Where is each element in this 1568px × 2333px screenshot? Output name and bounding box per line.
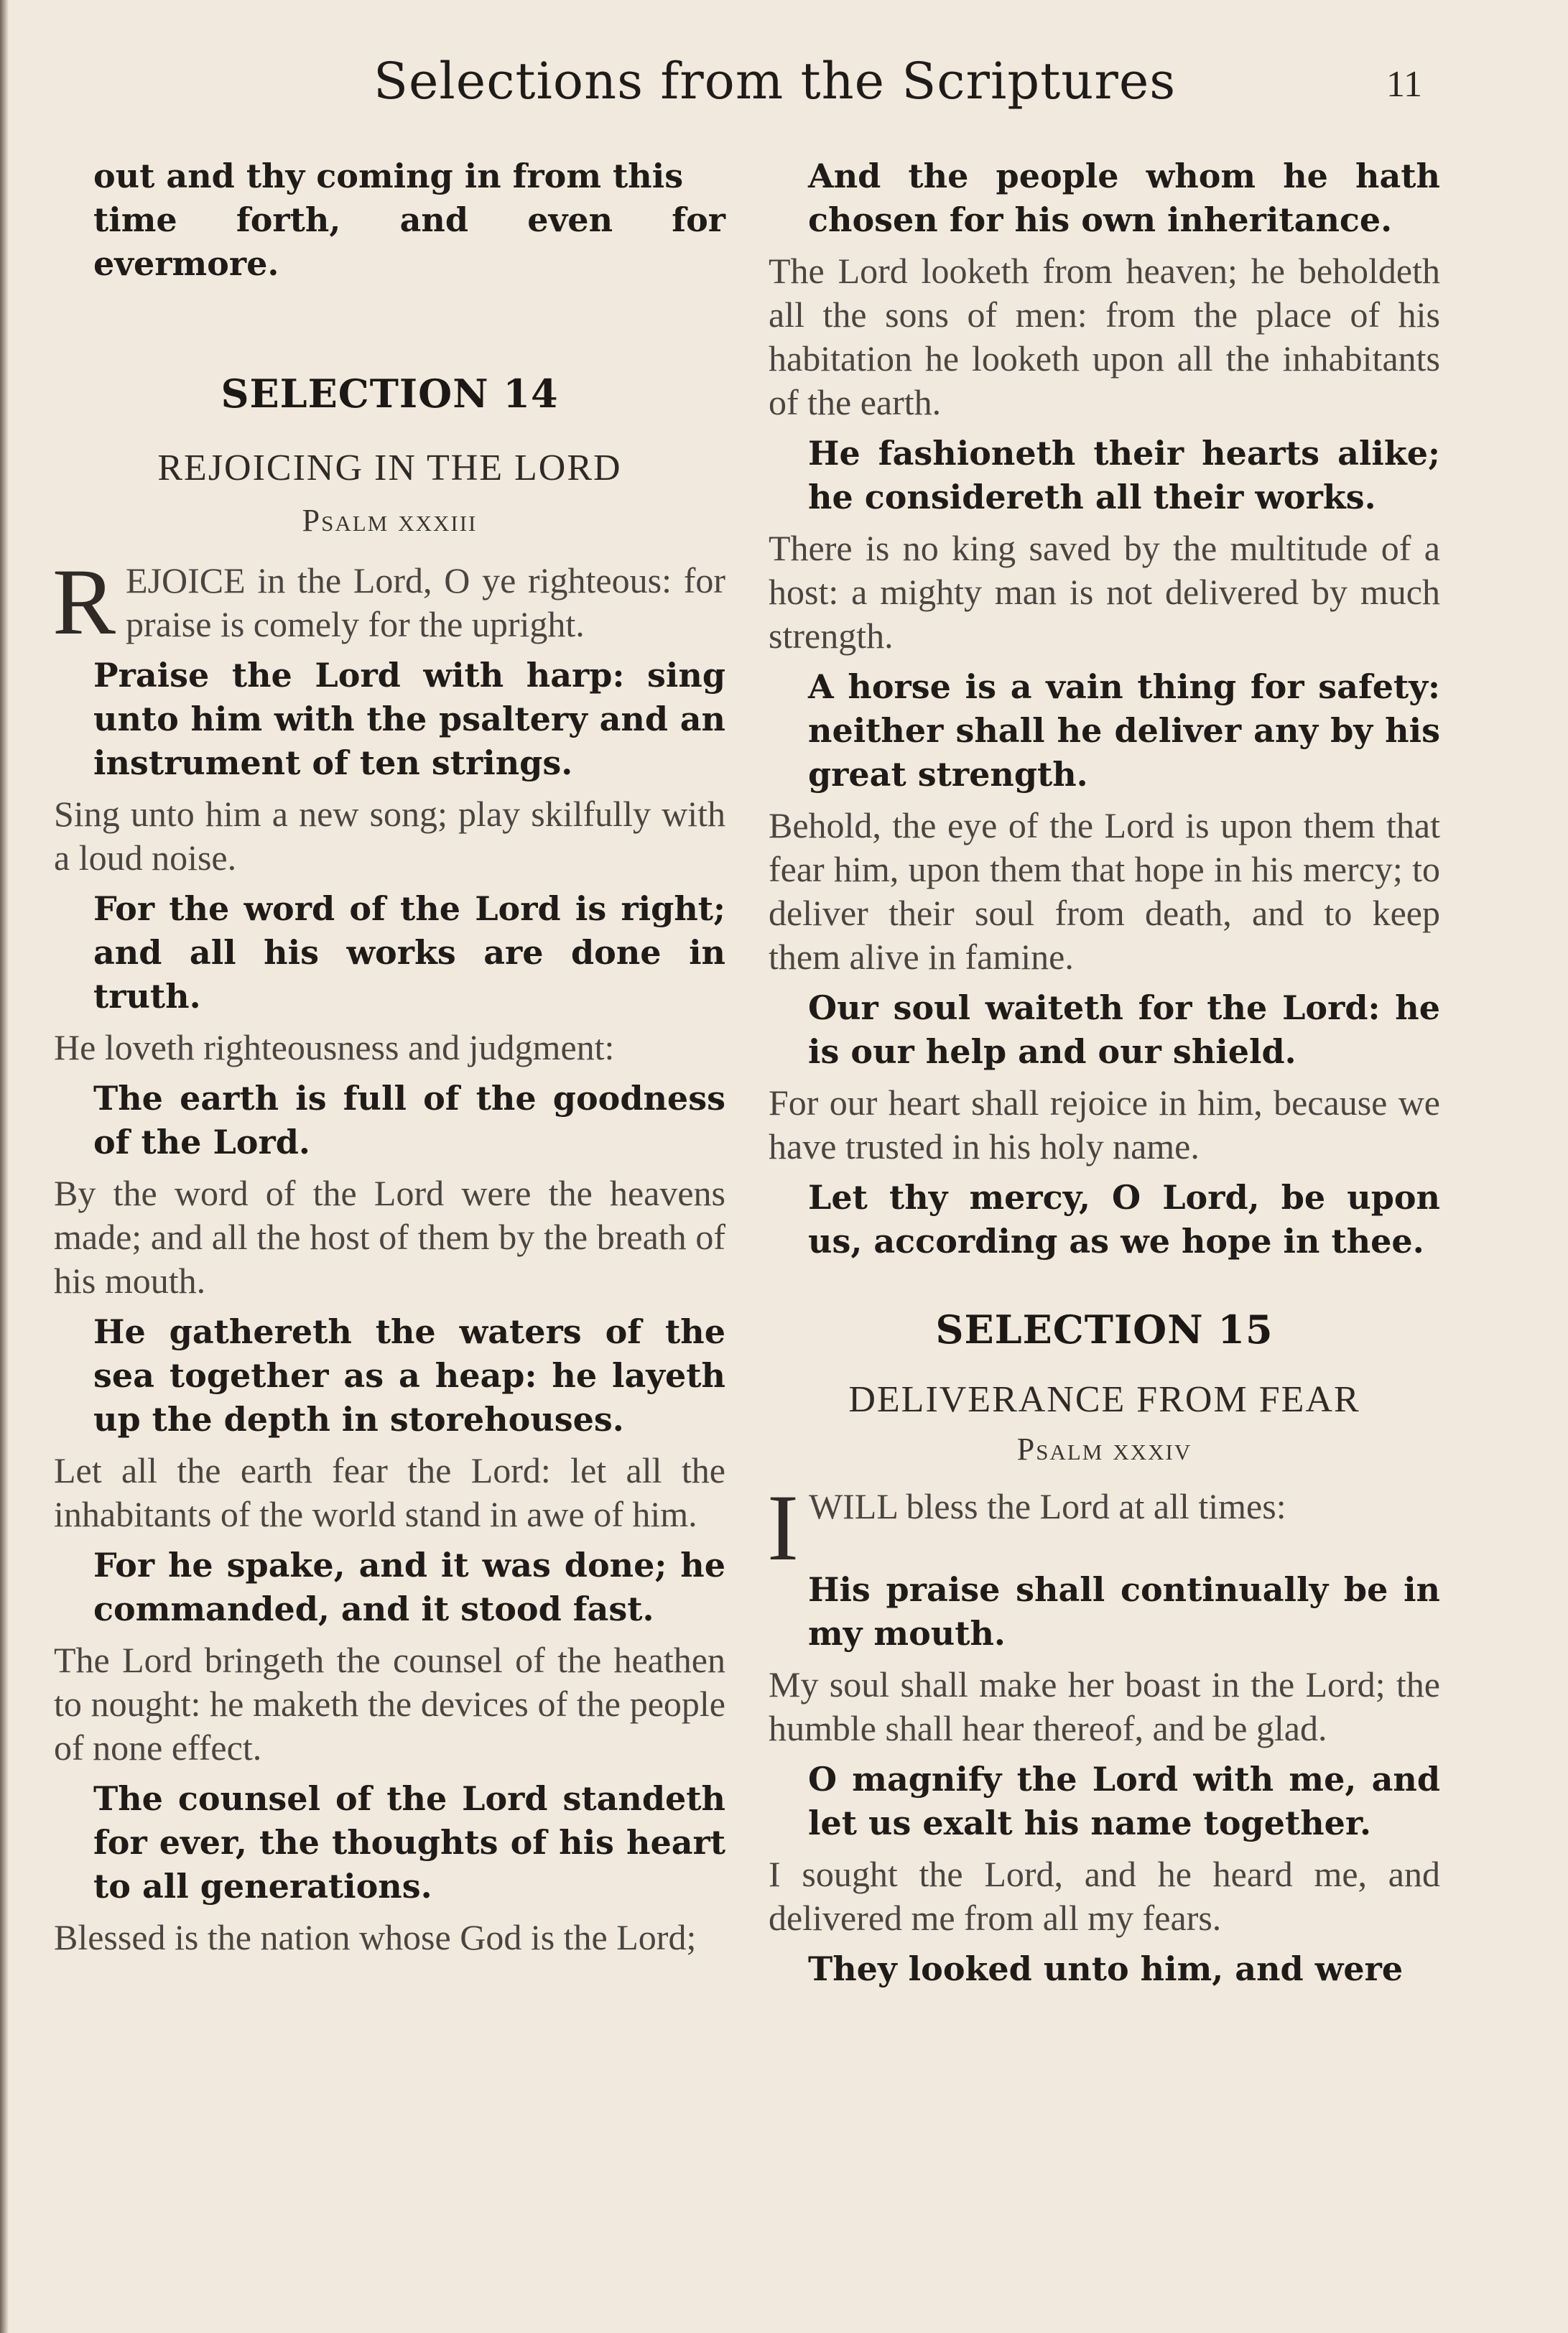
running-title: Selections from the Scriptures — [374, 52, 1177, 111]
response-paragraph: Praise the Lord with harp: sing unto him with the psaltery and an instrument of ten strings. — [93, 656, 725, 782]
verse-paragraph: My soul shall make her boast in the Lord; the humble shall hear thereof, and be glad. — [769, 1664, 1440, 1748]
verse-paragraph: The Lord looketh from heaven; he beholdeth all the sons of men: from the place of his habitation he looketh upon all the inhabitants of the earth. — [769, 251, 1440, 422]
verse-paragraph: He loveth righteousness and judgment: — [54, 1027, 615, 1067]
verse-paragraph: The Lord bringeth the counsel of the heathen to nought: he maketh the devices of the people of none effect. — [54, 1640, 725, 1768]
continuation-line-2: time forth, and even for evermore. — [93, 200, 725, 283]
page-header — [0, 52, 1568, 124]
response-paragraph: Our soul waiteth for the Lord: he is our help and our shield. — [808, 988, 1440, 1071]
left-column — [54, 154, 725, 1967]
selection-15-heading: SELECTION 15 — [935, 1307, 1274, 1353]
selection-14-heading: SELECTION 14 — [221, 371, 559, 417]
response-paragraph: The counsel of the Lord standeth for ever, the thoughts of his heart to all generations. — [93, 1779, 725, 1906]
selection-15-psalm-reference: Psalm xxxiv — [1016, 1432, 1192, 1467]
continuation-line — [54, 154, 725, 286]
verse-text: WILL bless the Lord at all times: — [808, 1486, 1286, 1526]
continuation-line-1: out and thy coming in from this — [93, 157, 684, 195]
verse-paragraph: Behold, the eye of the Lord is upon them that fear him, upon them that hope in his mercy; to deliver their soul from death, and to keep them alive in famine. — [769, 805, 1440, 977]
response-paragraph: And the people whom he hath chosen for his own inheritance. — [808, 157, 1440, 239]
verse-paragraph: Sing unto him a new song; play skilfully with a loud noise. — [54, 794, 725, 878]
verse-paragraph: By the word of the Lord were the heavens made; and all the host of them by the breath of his mouth. — [54, 1173, 725, 1301]
page-number: 11 — [1386, 64, 1423, 105]
response-paragraph: For the word of the Lord is right; and all his works are done in truth. — [93, 889, 725, 1016]
response-paragraph: He gathereth the waters of the sea together as a heap: he layeth up the depth in storehouses. — [93, 1312, 725, 1439]
verse-paragraph — [52, 549, 725, 654]
verse-paragraph — [767, 1475, 1314, 1580]
response-paragraph: They looked unto him, and were — [808, 1949, 1404, 1988]
page-binding-edge — [0, 0, 9, 2333]
response-paragraph: Let thy mercy, O Lord, be upon us, according as we hope in thee. — [808, 1178, 1440, 1261]
verse-paragraph: Blessed is the nation whose God is the Lord; — [54, 1917, 697, 1957]
response-paragraph: O magnify the Lord with me, and let us exalt his name together. — [808, 1760, 1440, 1842]
response-paragraph: For he spake, and it was done; he commanded, and it stood fast. — [93, 1546, 725, 1628]
drop-cap-letter: I — [767, 1475, 799, 1580]
drop-cap-letter: R — [52, 549, 116, 654]
verse-paragraph: I sought the Lord, and he heard me, and delivered me from all my fears. — [769, 1854, 1440, 1938]
verse-paragraph: For our heart shall rejoice in him, because we have trusted in his holy name. — [769, 1082, 1440, 1166]
response-paragraph: A horse is a vain thing for safety: neither shall he deliver any by his great strength. — [808, 667, 1440, 794]
selection-15-title: DELIVERANCE FROM FEAR — [848, 1379, 1360, 1420]
selection-14-psalm-reference: Psalm xxxiii — [302, 503, 478, 538]
verse-text: EJOICE in the Lord, O ye righteous: for praise is comely for the upright. — [126, 560, 725, 644]
right-column — [769, 154, 1440, 1998]
response-paragraph: The earth is full of the goodness of the Lord. — [93, 1079, 725, 1161]
verse-paragraph: Let all the earth fear the Lord: let all the inhabitants of the world stand in awe of him. — [54, 1450, 725, 1534]
verse-paragraph: There is no king saved by the multitude of a host: a mighty man is not delivered by much strength. — [769, 528, 1440, 656]
selection-14-title: REJOICING IN THE LORD — [157, 447, 622, 488]
response-paragraph: His praise shall continually be in my mouth. — [808, 1570, 1440, 1653]
response-paragraph: He fashioneth their hearts alike; he considereth all their works. — [808, 434, 1440, 516]
